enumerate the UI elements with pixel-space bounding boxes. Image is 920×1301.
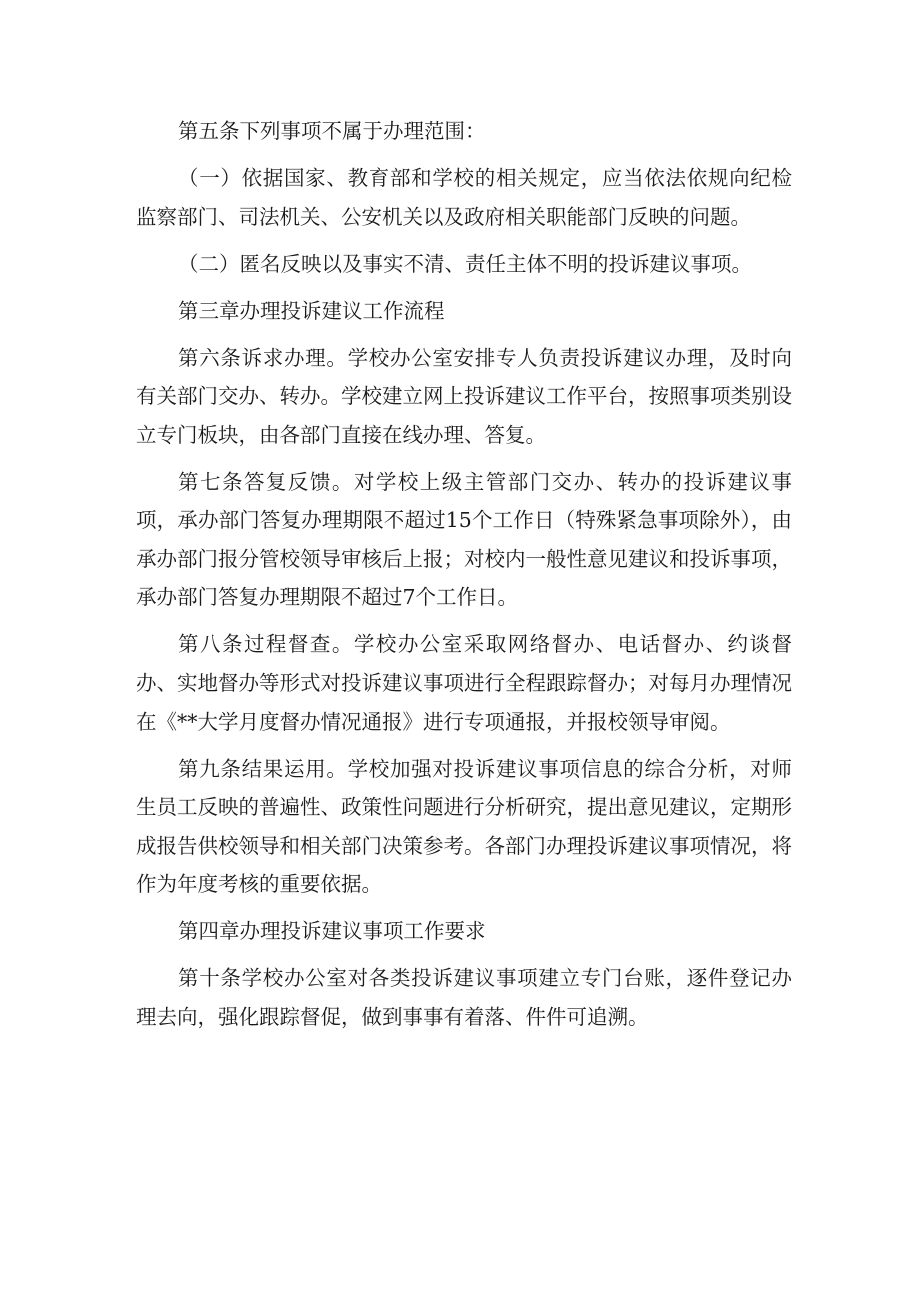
article-9: 第九条结果运用。学校加强对投诉建议事项信息的综合分析，对师生员工反映的普遍性、政策性问题进行分析研究，提出意见建议，定期形成报告供校领导和相关部门决策参考。各部门办理投诉建议事项情况，将作为年度考核的重要依据。 — [136, 756, 792, 897]
article-5-item-2: （二）匿名反映以及事实不清、责任主体不明的投诉建议事项。 — [178, 251, 752, 276]
article-10: 第十条学校办公室对各类投诉建议事项建立专门台账，逐件登记办理去向，强化跟踪督促，做到事事有着落、件件可追溯。 — [136, 966, 792, 1029]
article-5-item-1: （一）依据国家、教育部和学校的相关规定，应当依法依规向纪检监察部门、司法机关、公安机关以及政府相关职能部门反映的问题。 — [136, 165, 792, 229]
article-8: 第八条过程督查。学校办公室采取网络督办、电话督办、约谈督办、实地督办等形式对投诉建议事项进行全程跟踪督办；对每月办理情况在《**大学月度督办情况通报》进行专项通报，并报校领导审阅。 — [136, 632, 792, 734]
chapter-4-heading: 第四章办理投诉建议事项工作要求 — [178, 919, 486, 944]
article-7: 第七条答复反馈。对学校上级主管部门交办、转办的投诉建议事项，承办部门答复办理期限不超过15个工作日（特殊紧急事项除外），由承办部门报分管校领导审核后上报；对校内一般性意见建议和投诉事项，承办部门答复办理期限不超过7个工作日。 — [136, 469, 792, 610]
article-5-intro: 第五条下列事项不属于办理范围： — [178, 119, 486, 143]
chapter-3-heading: 第三章办理投诉建议工作流程 — [178, 298, 445, 323]
article-6: 第六条诉求办理。学校办公室安排专人负责投诉建议办理，及时向有关部门交办、转办。学校建立网上投诉建议工作平台，按照事项类别设立专门板块，由各部门直接在线办理、答复。 — [136, 345, 792, 447]
document-body — [136, 112, 792, 1045]
